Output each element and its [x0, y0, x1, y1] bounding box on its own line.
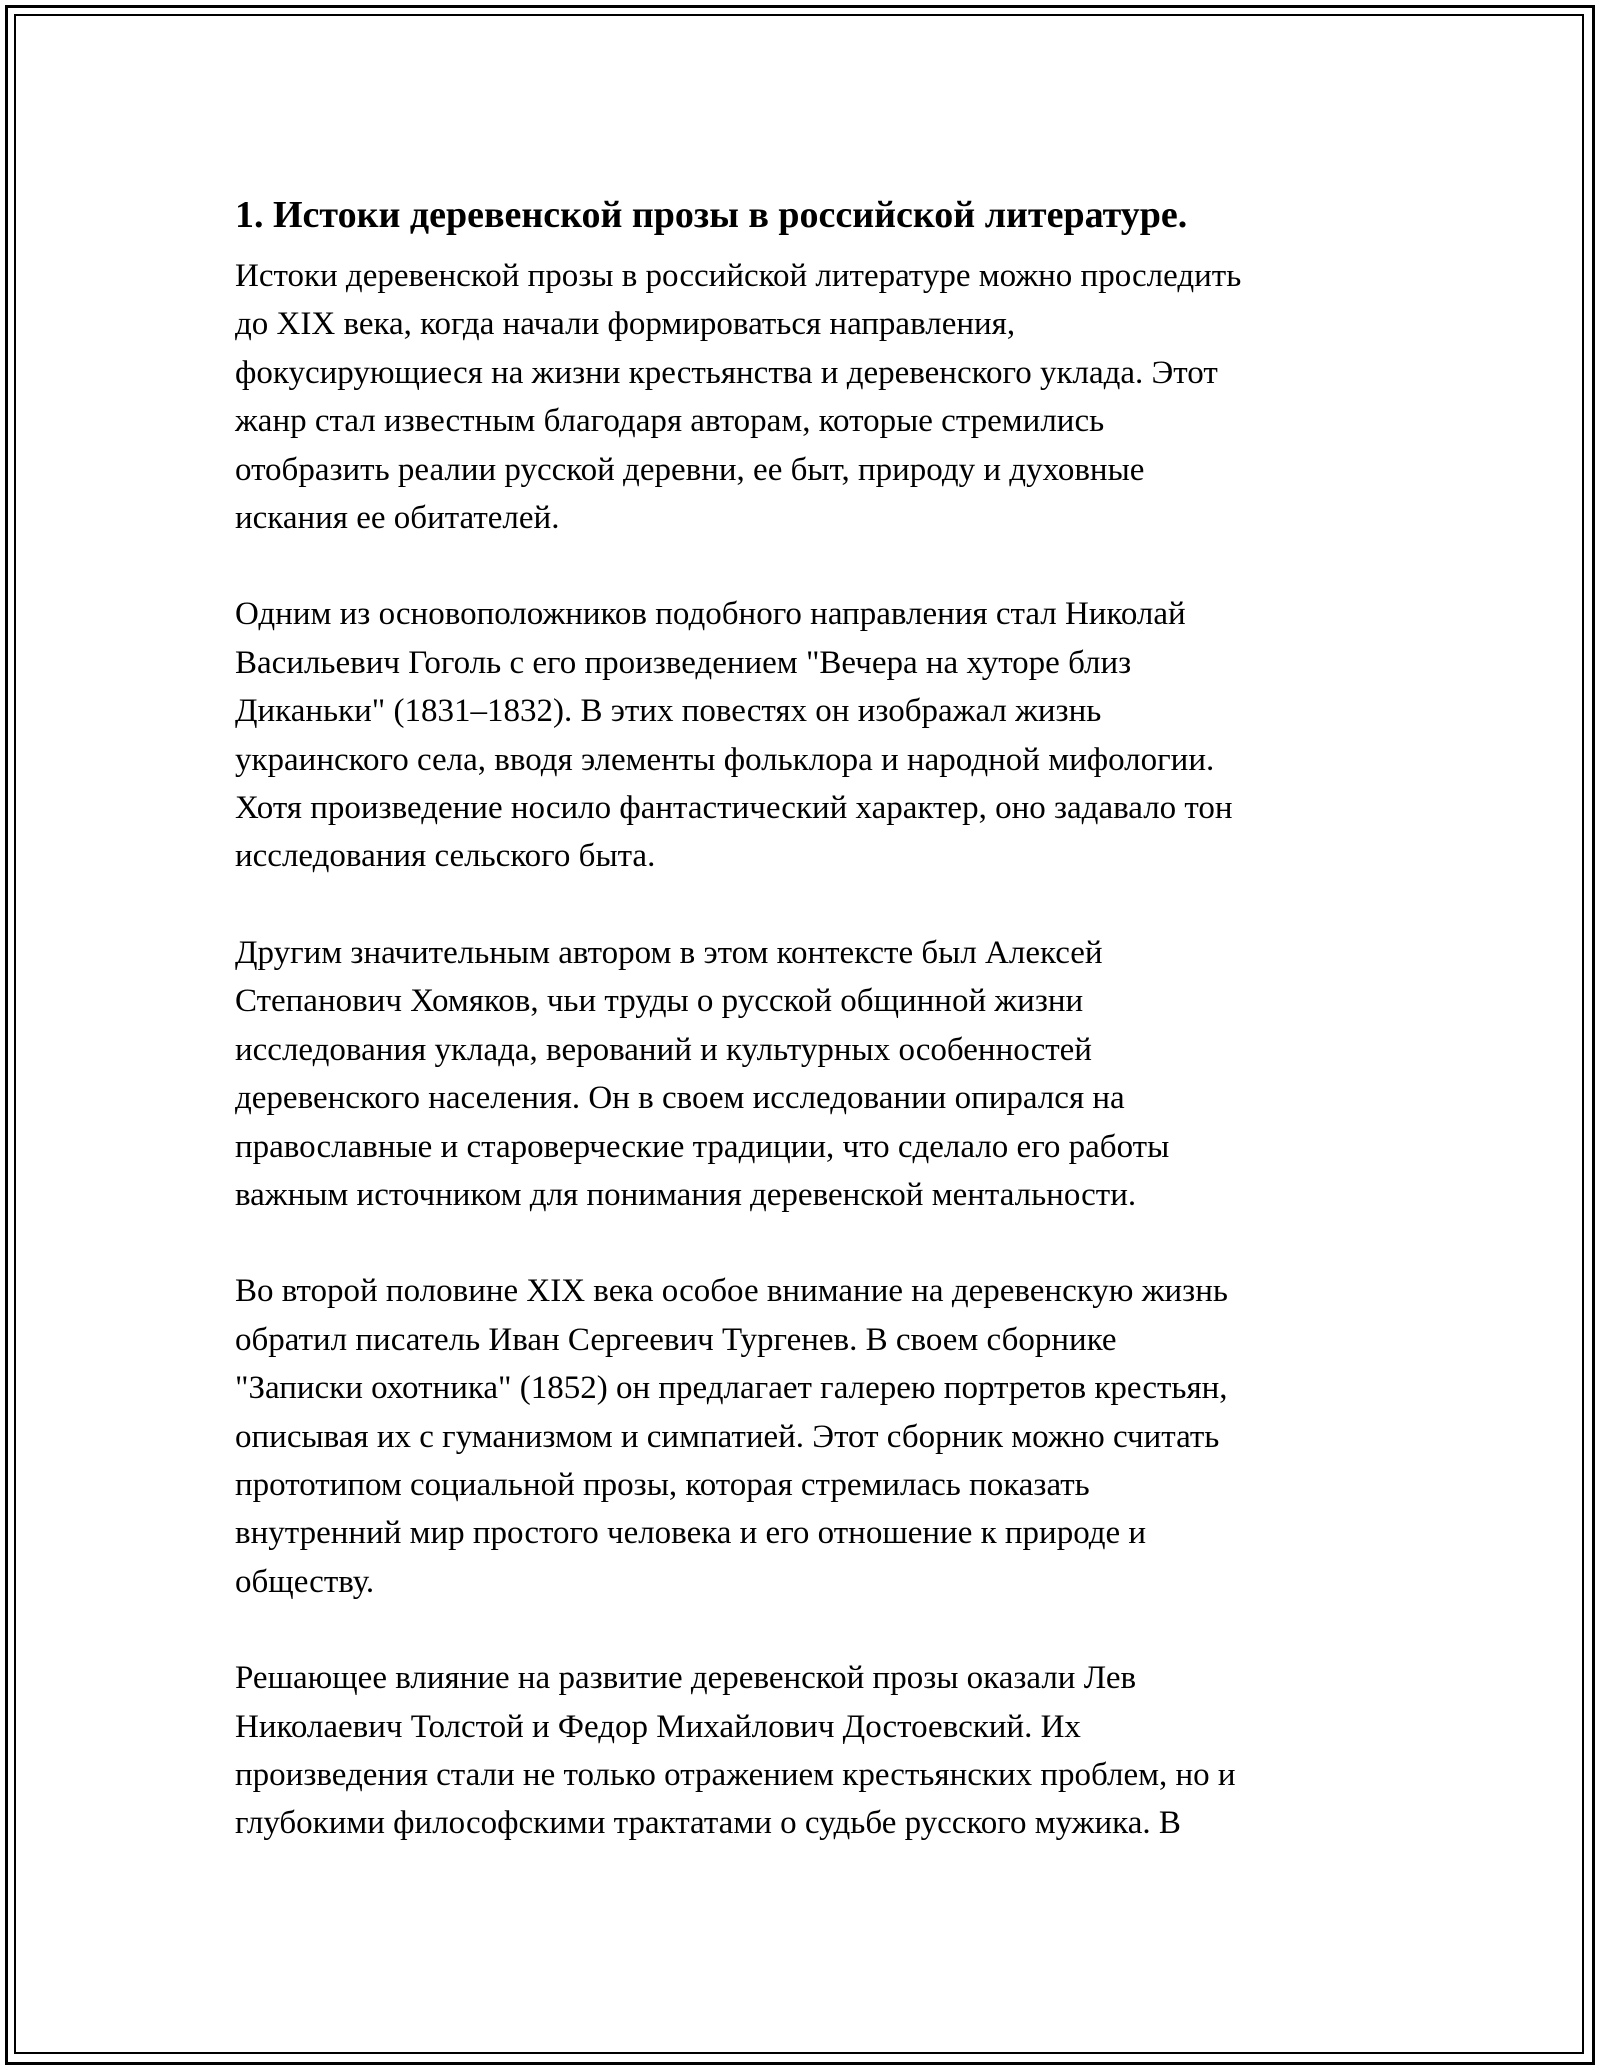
text-line: деревенского населения. Он в своем исследовании опирался на: [235, 1080, 1125, 1117]
text-line: важным источником для понимания деревенской ментальности.: [235, 1176, 1137, 1213]
text-line: жанр стал известным благодаря авторам, которые стремились: [235, 403, 1105, 440]
text-line: православные и староверческие традиции, что сделало его работы: [235, 1128, 1170, 1165]
text-line: украинского села, вводя элементы фольклора и народной мифологии.: [235, 741, 1215, 778]
paragraph-3: [235, 929, 1375, 1219]
section-heading: 1. Истоки деревенской прозы в российской литературе.: [235, 194, 1188, 236]
text-line: Истоки деревенской прозы в российской литературе можно проследить: [235, 258, 1242, 294]
text-line: глубокими философскими трактатами о судьбе русского мужика. В: [235, 1805, 1181, 1842]
text-line: искания ее обитателей.: [235, 500, 560, 537]
text-line: Диканьки" (1831–1832). В этих повестях он изображал жизнь: [235, 693, 1102, 730]
text-line: Степанович Хомяков, чьи труды о русской общинной жизни: [235, 983, 1084, 1020]
text-line: обществу.: [235, 1563, 375, 1600]
text-line: фокусирующиеся на жизни крестьянства и деревенского уклада. Этот: [235, 354, 1218, 391]
text-line: Другим значительным автором в этом контексте был Алексей: [235, 934, 1103, 971]
paragraph-2: [235, 590, 1375, 880]
text-line: произведения стали не только отражением крестьянских проблем, но и: [235, 1756, 1236, 1793]
text-line: Одним из основоположников подобного направления стал Николай: [235, 596, 1186, 633]
text-line: Васильевич Гоголь с его произведением "Вечера на хуторе близ: [235, 644, 1132, 681]
text-line: описывая их с гуманизмом и симпатией. Этот сборник можно считать: [235, 1418, 1220, 1455]
text-line: Николаевич Толстой и Федор Михайлович Достоевский. Их: [235, 1708, 1081, 1745]
paragraph-4: [235, 1267, 1375, 1606]
text-line: до XIX века, когда начали формироваться направления,: [235, 306, 1016, 343]
document-body: [235, 188, 1375, 1896]
text-line: Хотя произведение носило фантастический характер, оно задавало тон: [235, 790, 1233, 827]
text-line: отобразить реалии русской деревни, ее быт, природу и духовные: [235, 451, 1145, 488]
paragraph-5: [235, 1654, 1375, 1848]
text-line: Решающее влияние на развитие деревенской прозы оказали Лев: [235, 1660, 1137, 1697]
text-line: обратил писатель Иван Сергеевич Тургенев. В своем сборнике: [235, 1321, 1117, 1358]
text-line: "Записки охотника" (1852) он предлагает галерею портретов крестьян,: [235, 1370, 1228, 1407]
text-line: внутренний мир простого человека и его отношение к природе и: [235, 1515, 1147, 1552]
text-line: прототипом социальной прозы, которая стремилась показать: [235, 1466, 1090, 1503]
text-line: исследования уклада, верований и культурных особенностей: [235, 1031, 1092, 1068]
paragraph-1: [235, 252, 1375, 542]
text-line: Во второй половине XIX века особое внимание на деревенскую жизнь: [235, 1273, 1228, 1310]
text-line: исследования сельского быта.: [235, 838, 656, 875]
